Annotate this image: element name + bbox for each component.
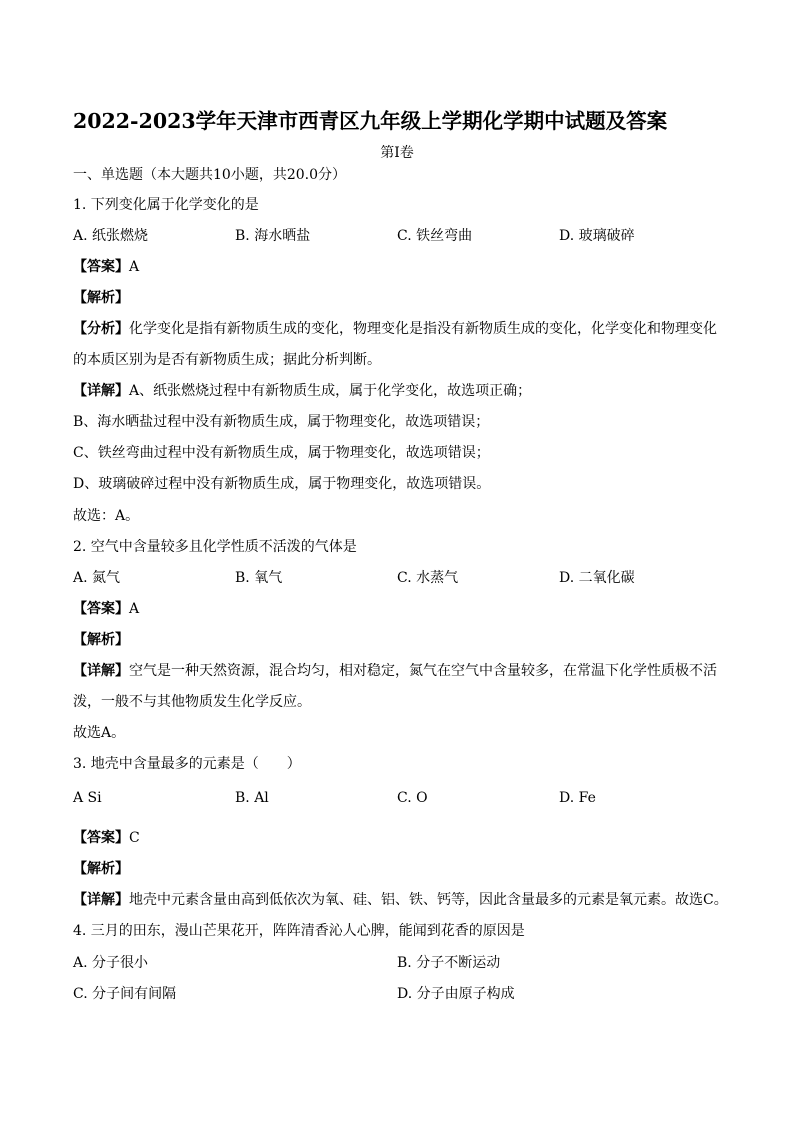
question-3-analysis-tag	[73, 860, 129, 878]
question-1-conclusion: 故选：A。	[73, 508, 140, 524]
question-4-option-d: D. 分子由原子构成	[397, 986, 515, 1002]
question-1-option-b: B. 海水晒盐	[235, 228, 311, 244]
analysis-tag: 【解析】	[73, 861, 129, 877]
detail-tag: 【详解】	[73, 383, 129, 399]
question-1-option-d: D. 玻璃破碎	[559, 228, 635, 244]
answer-value: A	[129, 601, 140, 617]
question-4-option-a: A. 分子很小	[73, 955, 149, 971]
answer-tag: 【答案】	[73, 259, 129, 275]
fenxi-text-1: 化学变化是指有新物质生成的变化，物理变化是指没有新物质生成的变化，化学变化和物理变化	[129, 321, 717, 337]
analysis-tag: 【解析】	[73, 632, 129, 648]
document-title: 2022-2023学年天津市西青区九年级上学期化学期中试题及答案	[73, 109, 668, 133]
question-3-detail-line-1	[73, 891, 728, 909]
question-2-analysis-tag	[73, 631, 129, 649]
question-4-option-c: C. 分子间有间隔	[73, 986, 177, 1002]
detail-a-text: A、纸张燃烧过程中有新物质生成，属于化学变化，故选项正确；	[129, 383, 532, 399]
detail-tag: 【详解】	[73, 892, 129, 908]
question-1-fenxi-line-2: 的本质区别为是否有新物质生成；据此分析判断。	[73, 352, 381, 368]
detail-tag: 【详解】	[73, 663, 129, 679]
question-2-conclusion: 故选A。	[73, 725, 126, 741]
question-3-stem: 3. 地壳中含量最多的元素是（ ）	[73, 756, 301, 772]
volume-label: 第I卷	[380, 145, 414, 161]
question-1-answer	[73, 258, 139, 276]
question-3-option-b: B. Al	[235, 790, 269, 806]
question-2-stem: 2. 空气中含量较多且化学性质不活泼的气体是	[73, 539, 357, 555]
question-1-option-c: C. 铁丝弯曲	[397, 228, 473, 244]
question-3-option-c: C. O	[397, 790, 428, 806]
answer-value: C	[129, 830, 140, 846]
question-2-answer	[73, 600, 139, 618]
question-2-detail-line-2: 泼，一般不与其他物质发生化学反应。	[73, 694, 311, 710]
question-1-detail-d: D、玻璃破碎过程中没有新物质生成，属于物理变化，故选项错误。	[73, 476, 491, 492]
question-2-option-b: B. 氧气	[235, 570, 283, 586]
question-3-option-a: A Si	[73, 790, 102, 806]
question-4-stem: 4. 三月的田东，漫山芒果花开，阵阵清香沁人心脾，能闻到花香的原因是	[73, 923, 525, 939]
question-1-stem: 1. 下列变化属于化学变化的是	[73, 197, 259, 213]
question-2-detail-line-1	[73, 662, 717, 680]
detail-text-1: 地壳中元素含量由高到低依次为氧、硅、铝、铁、钙等，因此含量最多的元素是氧元素。故选C。	[129, 892, 728, 908]
question-2-option-c: C. 水蒸气	[397, 570, 459, 586]
question-1-detail-c: C、铁丝弯曲过程中没有新物质生成，属于物理变化，故选项错误；	[73, 445, 490, 461]
question-1-fenxi-line-1	[73, 320, 717, 338]
fenxi-tag: 【分析】	[73, 321, 129, 337]
question-1-detail-a	[73, 382, 531, 400]
detail-text-1: 空气是一种天然资源，混合均匀，相对稳定，氮气在空气中含量较多，在常温下化学性质极不活	[129, 663, 717, 679]
answer-tag: 【答案】	[73, 830, 129, 846]
question-1-option-a: A. 纸张燃烧	[73, 228, 149, 244]
section-heading: 一、单选题（本大题共10小题，共20.0分）	[73, 167, 346, 183]
question-1-detail-b: B、海水晒盐过程中没有新物质生成，属于物理变化，故选项错误；	[73, 414, 490, 430]
answer-value: A	[129, 259, 140, 275]
answer-tag: 【答案】	[73, 601, 129, 617]
question-3-answer	[73, 829, 140, 847]
question-4-option-b: B. 分子不断运动	[397, 955, 501, 971]
question-1-analysis-tag	[73, 289, 129, 307]
question-2-option-a: A. 氮气	[73, 570, 121, 586]
question-2-option-d: D. 二氧化碳	[559, 570, 635, 586]
analysis-tag: 【解析】	[73, 290, 129, 306]
question-3-option-d: D. Fe	[559, 790, 596, 806]
